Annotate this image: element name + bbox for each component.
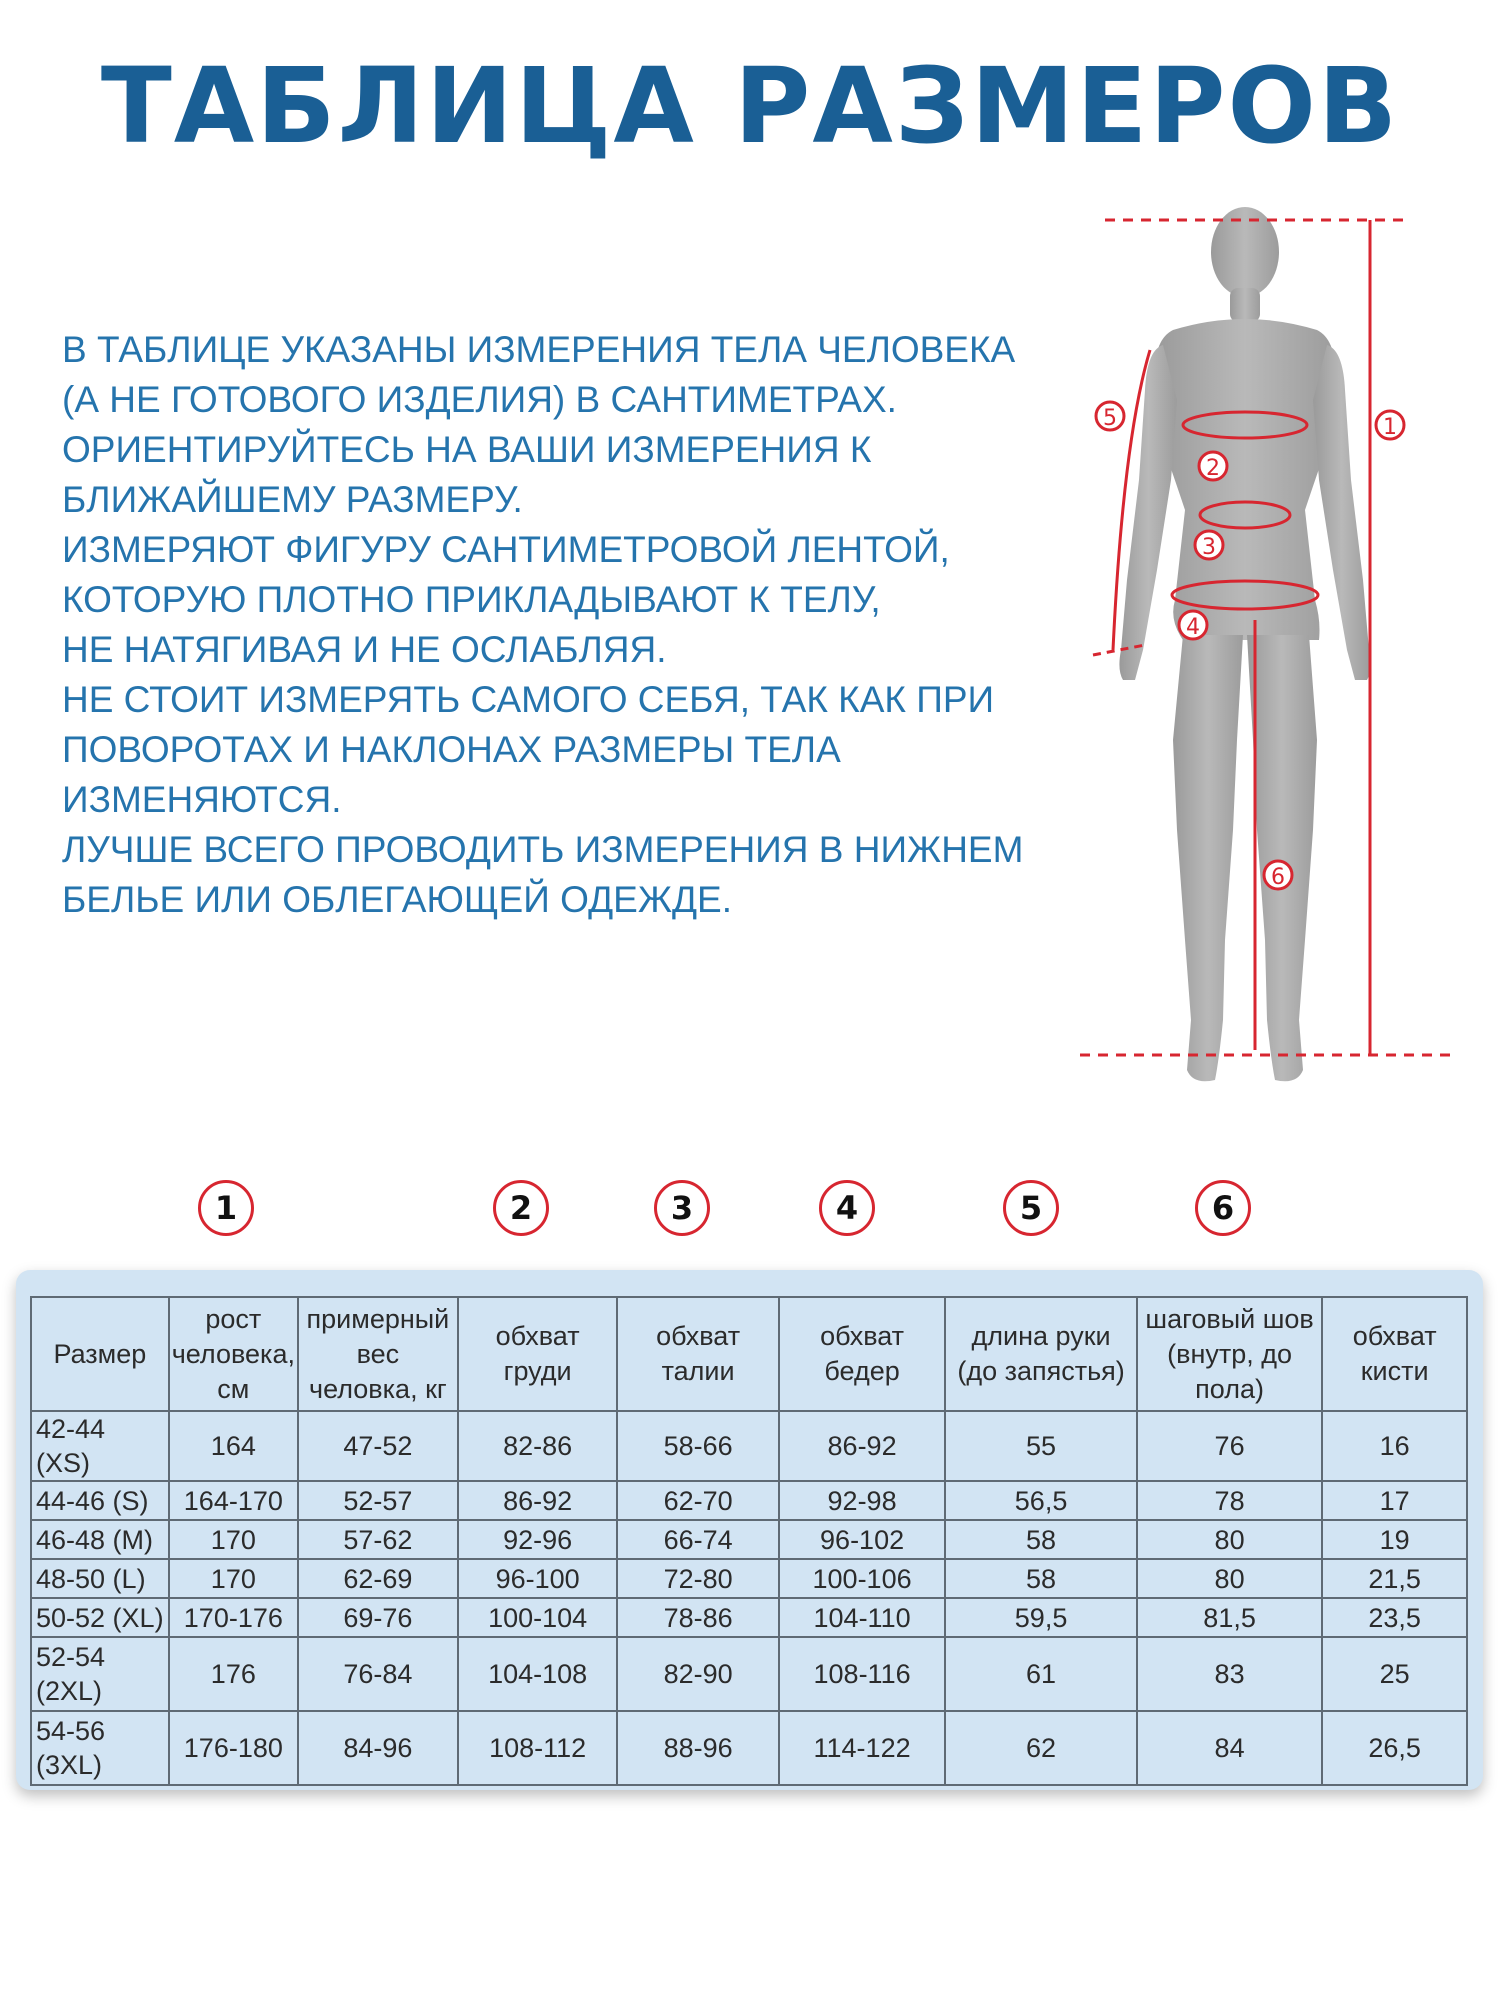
table-cell: 26,5 [1322,1711,1467,1785]
table-cell: 84-96 [298,1711,458,1785]
figure-marker-2: 2 [1206,456,1220,481]
table-cell: 92-98 [779,1481,945,1520]
table-cell: 54-56 (3XL) [31,1711,169,1785]
table-cell: 57-62 [298,1520,458,1559]
table-cell: 104-110 [779,1598,945,1637]
table-cell: 19 [1322,1520,1467,1559]
table-cell: 81,5 [1137,1598,1323,1637]
intro-line: В ТАБЛИЦЕ УКАЗАНЫ ИЗМЕРЕНИЯ ТЕЛА ЧЕЛОВЕКА [62,329,1016,370]
table-cell: 25 [1322,1637,1467,1711]
table-cell: 47-52 [298,1411,458,1481]
column-marker-6: 6 [1195,1180,1251,1236]
table-cell: 48-50 (L) [31,1559,169,1598]
column-marker-4: 4 [819,1180,875,1236]
table-cell: 86-92 [779,1411,945,1481]
header-size: Размер [31,1297,169,1411]
intro-line: КОТОРУЮ ПЛОТНО ПРИКЛАДЫВАЮТ К ТЕЛУ, [62,579,881,620]
intro-line: БЛИЖАЙШЕМУ РАЗМЕРУ. [62,479,523,520]
figure-marker-1: 1 [1383,415,1397,440]
table-row [31,1520,1467,1559]
table-cell: 62-70 [617,1481,778,1520]
table-cell: 61 [945,1637,1137,1711]
table-row [31,1711,1467,1785]
table-cell: 82-86 [458,1411,618,1481]
table-cell: 52-57 [298,1481,458,1520]
table-cell: 82-90 [617,1637,778,1711]
table-cell: 164 [169,1411,298,1481]
table-cell: 170 [169,1520,298,1559]
table-cell: 86-92 [458,1481,618,1520]
table-cell: 21,5 [1322,1559,1467,1598]
table-cell: 83 [1137,1637,1323,1711]
intro-line: ИЗМЕНЯЮТСЯ. [62,779,342,820]
intro-line: ЛУЧШЕ ВСЕГО ПРОВОДИТЬ ИЗМЕРЕНИЯ В НИЖНЕМ [62,829,1024,870]
table-cell: 108-116 [779,1637,945,1711]
column-marker-1: 1 [198,1180,254,1236]
intro-line: НЕ СТОИТ ИЗМЕРЯТЬ САМОГО СЕБЯ, ТАК КАК ПРИ [62,679,995,720]
header-inseam: шаговый шов (внутр, до пола) [1137,1297,1323,1411]
table-cell: 164-170 [169,1481,298,1520]
intro-line: ПОВОРОТАХ И НАКЛОНАХ РАЗМЕРЫ ТЕЛА [62,729,841,770]
table-cell: 96-102 [779,1520,945,1559]
header-waist: обхват талии [617,1297,778,1411]
table-cell: 72-80 [617,1559,778,1598]
table-cell: 88-96 [617,1711,778,1785]
header-weight: примерный вес человка, кг [298,1297,458,1411]
figure-marker-4: 4 [1186,615,1200,640]
intro-line: (А НЕ ГОТОВОГО ИЗДЕЛИЯ) В САНТИМЕТРАХ. [62,379,897,420]
table-cell: 58 [945,1559,1137,1598]
table-row [31,1559,1467,1598]
intro-line: ОРИЕНТИРУЙТЕСЬ НА ВАШИ ИЗМЕРЕНИЯ К [62,429,872,470]
table-cell: 59,5 [945,1598,1137,1637]
table-row [31,1637,1467,1711]
column-marker-5: 5 [1003,1180,1059,1236]
header-chest: обхват груди [458,1297,618,1411]
table-cell: 100-104 [458,1598,618,1637]
header-hips: обхват бедер [779,1297,945,1411]
table-cell: 56,5 [945,1481,1137,1520]
table-cell: 44-46 (S) [31,1481,169,1520]
column-markers [0,1180,1500,1250]
header-arm-length: длина руки (до запястья) [945,1297,1137,1411]
intro-text [62,325,1062,925]
table-cell: 84 [1137,1711,1323,1785]
table-cell: 108-112 [458,1711,618,1785]
table-cell: 80 [1137,1520,1323,1559]
table-row [31,1411,1467,1481]
table-cell: 100-106 [779,1559,945,1598]
figure-marker-5: 5 [1103,406,1117,431]
table-cell: 16 [1322,1411,1467,1481]
table-cell: 23,5 [1322,1598,1467,1637]
table-cell: 176 [169,1637,298,1711]
table-cell: 104-108 [458,1637,618,1711]
table-cell: 76 [1137,1411,1323,1481]
table-cell: 50-52 (XL) [31,1598,169,1637]
table-cell: 80 [1137,1559,1323,1598]
table-cell: 78 [1137,1481,1323,1520]
column-marker-2: 2 [493,1180,549,1236]
table-cell: 96-100 [458,1559,618,1598]
table-cell: 69-76 [298,1598,458,1637]
column-marker-3: 3 [654,1180,710,1236]
intro-line: БЕЛЬЕ ИЛИ ОБЛЕГАЮЩЕЙ ОДЕЖДЕ. [62,879,732,920]
table-cell: 66-74 [617,1520,778,1559]
header-height: рост человека, см [169,1297,298,1411]
table-cell: 170 [169,1559,298,1598]
table-cell: 42-44 (XS) [31,1411,169,1481]
table-cell: 52-54 (2XL) [31,1637,169,1711]
table-cell: 114-122 [779,1711,945,1785]
table-cell: 92-96 [458,1520,618,1559]
table-cell: 176-180 [169,1711,298,1785]
table-cell: 62-69 [298,1559,458,1598]
table-cell: 78-86 [617,1598,778,1637]
size-table-panel [16,1270,1483,1790]
table-cell: 46-48 (M) [31,1520,169,1559]
table-cell: 58 [945,1520,1137,1559]
figure-marker-6: 6 [1271,865,1285,890]
table-cell: 76-84 [298,1637,458,1711]
table-cell: 55 [945,1411,1137,1481]
table-cell: 62 [945,1711,1137,1785]
table-cell: 170-176 [169,1598,298,1637]
table-row [31,1481,1467,1520]
body-silhouette [1119,207,1370,1081]
table-cell: 17 [1322,1481,1467,1520]
table-cell: 58-66 [617,1411,778,1481]
figure-marker-3: 3 [1202,535,1216,560]
table-header-row [31,1297,1467,1411]
body-measurement-figure [1065,180,1475,1140]
page-title: ТАБЛИЦА РАЗМЕРОВ [100,45,1400,167]
table-row [31,1598,1467,1637]
size-table [30,1296,1468,1786]
header-wrist: обхват кисти [1322,1297,1467,1411]
intro-line: НЕ НАТЯГИВАЯ И НЕ ОСЛАБЛЯЯ. [62,629,667,670]
intro-line: ИЗМЕРЯЮТ ФИГУРУ САНТИМЕТРОВОЙ ЛЕНТОЙ, [62,529,950,570]
